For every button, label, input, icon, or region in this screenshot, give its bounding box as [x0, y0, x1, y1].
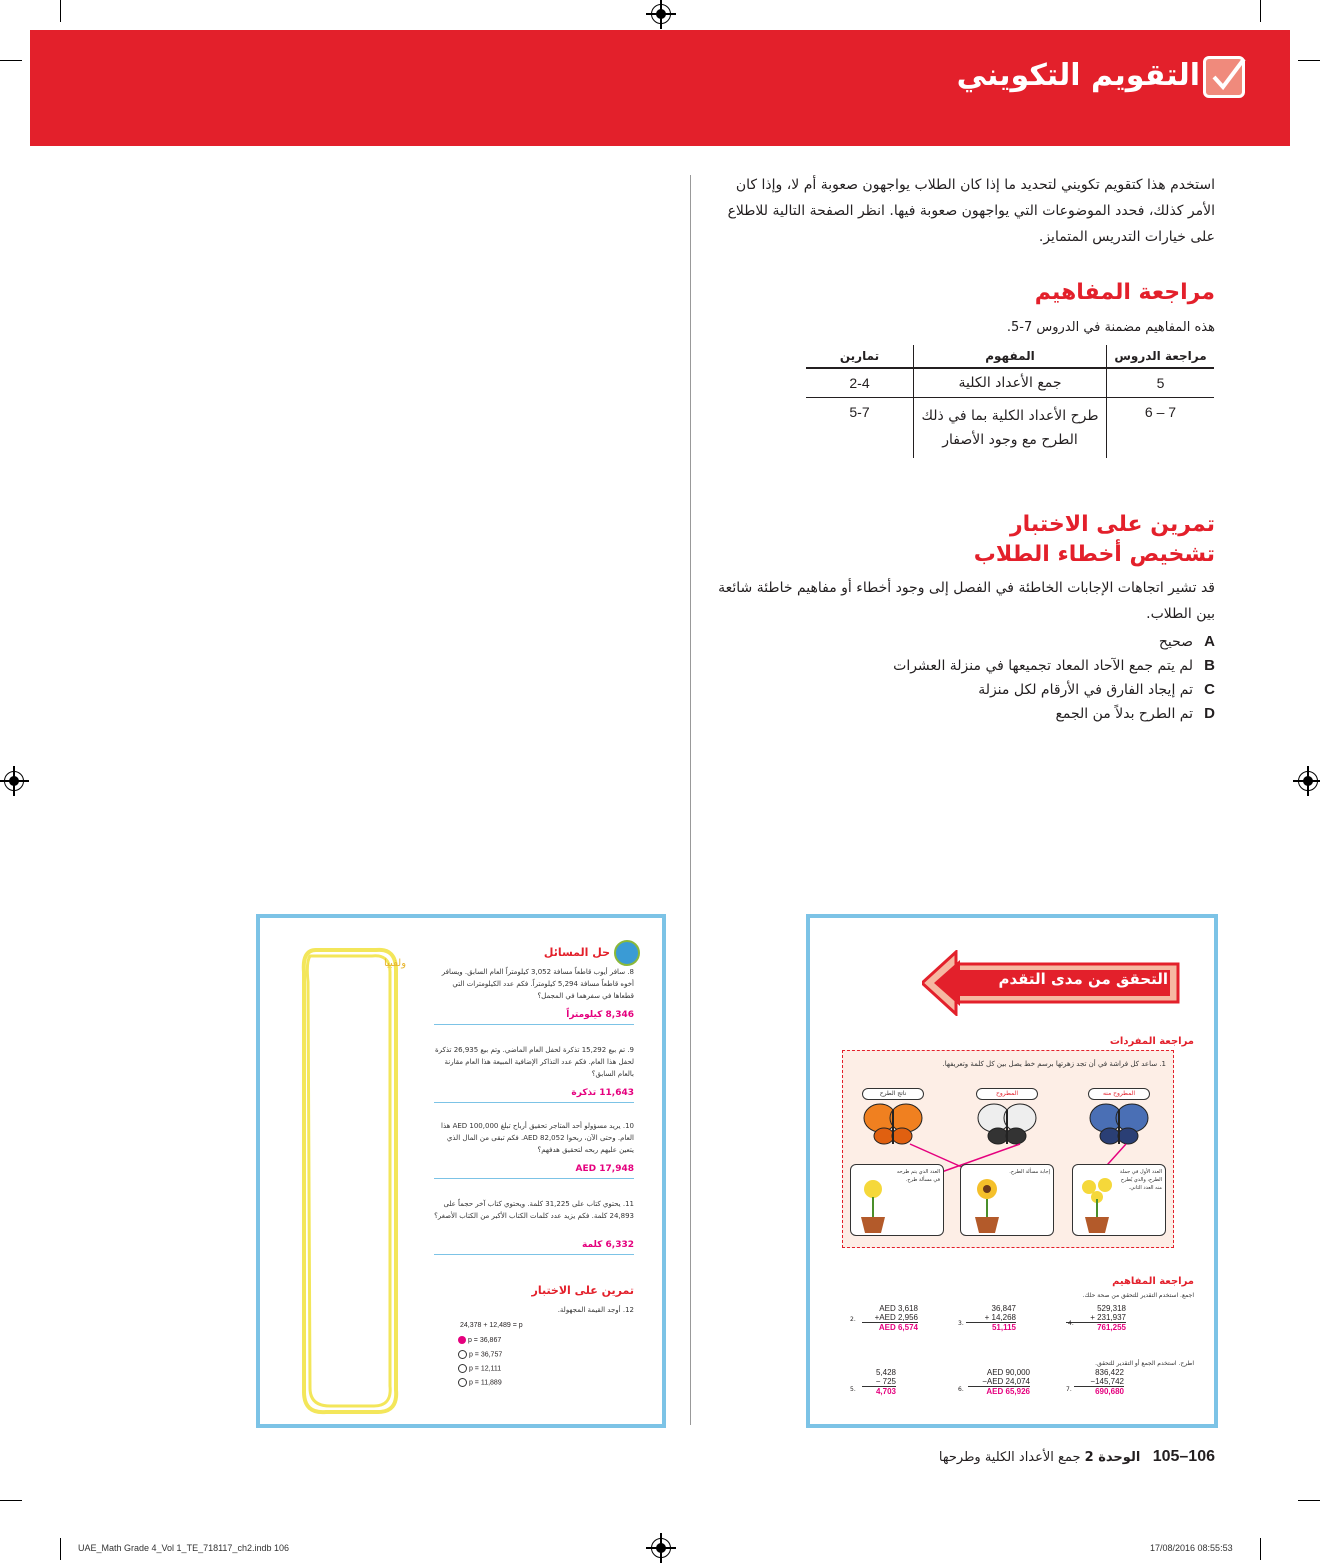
registration-mark-left — [4, 771, 24, 791]
problem-11-answer: 6,332 كلمة — [581, 1240, 634, 1250]
registration-mark-top — [651, 4, 671, 24]
answer-b: Bلم يتم جمع الآحاد المعاد تجميعها في منزلة العشرات — [893, 657, 1215, 674]
problem-4-number: 4. — [1068, 1320, 1074, 1327]
problem-3-number: 3. — [958, 1320, 964, 1327]
table-cell-concept: طرح الأعداد الكلية بما في ذلك الطرح مع وجود الأصفار — [914, 398, 1107, 459]
table-cell-exercises: 5-7 — [849, 404, 870, 420]
column-divider — [690, 175, 691, 1425]
butterfly-difference: ناتج الطرح — [862, 1088, 924, 1150]
page-title: التقويم التكويني — [956, 58, 1200, 93]
problem-7: 836,422 −145,742 690,680 — [1074, 1368, 1124, 1396]
butterfly-subtrahend: المطروح — [976, 1088, 1038, 1150]
concept-review-mini-heading: مراجعة المفاهيم — [1112, 1276, 1194, 1287]
option-c: p = 12,111 — [458, 1364, 501, 1373]
problem-solving-icon — [614, 940, 640, 966]
option-a: p = 36,867 — [458, 1336, 501, 1344]
problem-9-answer: 11,643 تذكرة — [571, 1088, 634, 1098]
table-cell-lesson: 5 — [1107, 368, 1215, 398]
concept-table — [806, 345, 1214, 458]
test-practice-paragraph: قد تشير اتجاهات الإجابات الخاطئة في الفصل إلى وجود أخطاء أو مفاهيم خاطئة شائعة بين الطلاب. — [718, 580, 1215, 622]
page-numbers: 105–106 — [1152, 1448, 1215, 1465]
table-header-concept: المفهوم — [914, 345, 1107, 368]
flower-card-minuend-def: العدد الأول في جملة الطرح، والذي يُطرح منه العدد الثاني. — [1072, 1164, 1166, 1236]
option-d: p = 11,889 — [458, 1378, 502, 1387]
registration-mark-bottom — [651, 1538, 671, 1558]
flower-card-subtrahend-def: العدد الذي يتم طرحه في مسألة طرح. — [850, 1164, 944, 1236]
vocab-instruction: 1. ساعد كل فراشة في أن تجد زهرتها برسم خط يصل بين كل كلمة وتعريفها. — [942, 1060, 1166, 1068]
problem-10-answer: AED 17,948 — [575, 1164, 634, 1174]
problem-4: 529,318 + 231,937 761,255 — [1066, 1304, 1126, 1332]
unit-title: جمع الأعداد الكلية وطرحها — [938, 1450, 1081, 1465]
problem-5-number: 5. — [850, 1386, 856, 1393]
sticky-note-outline — [296, 942, 406, 1422]
problem-11: 11. يحتوي كتاب على 31,225 كلمة. ويحتوي كتاب آخر حجماً على 24,893 كلمة. فكم يزيد عدد كلمات الكتاب الأكبر من الكتاب الأصغر؟ — [434, 1200, 634, 1220]
sticky-note-label: ولفبيا — [384, 958, 407, 969]
student-page-thumbnail-right — [806, 914, 1218, 1428]
problem-solving-heading: حل المسائل — [543, 946, 610, 959]
print-datetime: 17/08/2016 08:55:53 — [1150, 1543, 1233, 1553]
flower-card-difference-def: إجابة مسألة الطرح. — [960, 1164, 1054, 1236]
answer-c: Cتم إيجاد الفارق في الأرقام لكل منزلة — [978, 681, 1215, 698]
problem-8-answer: 8,346 كيلومتراً — [566, 1010, 634, 1020]
registration-mark-right — [1298, 771, 1318, 791]
butterfly-minuend: المطروح منه — [1088, 1088, 1150, 1150]
test-practice-mini-heading: تمرين على الاختبار — [531, 1284, 634, 1297]
problem-8: 8. سافر أيوب قاطعاً مسافة 3,052 كيلومتراً العام السابق. ويسافر أخوه قاطعاً مسافة 5,294 كيلومتراً. فكم عدد الكيلومترات التي قطعاها في سفرهما في المجمل؟ — [441, 968, 634, 1000]
vocab-review-heading: مراجعة المفردات — [1109, 1036, 1194, 1047]
problem-2: AED 3,618 +AED 2,956 AED 6,574 — [862, 1304, 918, 1332]
answer-d: Dتم الطرح بدلاً من الجمع — [1055, 705, 1215, 722]
test-practice-heading: تمرين على الاختبار — [1009, 512, 1215, 537]
problem-2-number: 2. — [850, 1316, 856, 1323]
problem-5: 5,428 − 725 4,703 — [862, 1368, 896, 1396]
add-instruction: اجمع. استخدم التقدير للتحقق من صحة حلك. — [1082, 1292, 1194, 1299]
problem-3: 36,847 + 14,268 51,115 — [966, 1304, 1016, 1332]
concept-review-subtitle: هذه المفاهيم مضمنة في الدروس 7-5. — [1006, 320, 1215, 335]
error-diagnosis-heading: تشخيص أخطاء الطلاب — [973, 542, 1215, 567]
intro-paragraph: استخدم هذا كتقويم تكويني لتحديد ما إذا كان الطلاب يواجهون صعوبة أم لا، وإذا كان الأمر كذلك، فحدد الموضوعات التي يواجهون صعوبة فيها. انظر الصفحة التالية للاطلاع على خيارات التدريس المتمايز. — [727, 177, 1215, 245]
table-header-lesson: مراجعة الدروس — [1107, 345, 1215, 368]
unit-label: الوحدة 2 — [1084, 1450, 1141, 1465]
table-cell-exercises: 2-4 — [806, 368, 914, 398]
table-header-exercises: تمارين — [806, 345, 914, 368]
concept-review-heading: مراجعة المفاهيم — [1034, 280, 1215, 305]
problem-6: AED 90,000 −AED 24,074 AED 65,926 — [968, 1368, 1030, 1396]
sub-instruction: اطرح. استخدم الجمع أو التقدير للتحقق. — [1095, 1360, 1194, 1367]
table-row — [806, 368, 1214, 398]
progress-check-title: التحقق من مدى التقدم — [998, 970, 1168, 988]
student-page-thumbnail-left — [256, 914, 666, 1428]
table-cell-lesson: 7 – 6 — [1144, 404, 1177, 420]
option-b: p = 36,757 — [458, 1350, 502, 1359]
checkmark-icon — [1203, 56, 1245, 98]
problem-7-number: 7. — [1066, 1386, 1072, 1393]
equation: 24,378 + 12,489 = p — [460, 1322, 523, 1329]
problem-10: 10. يريد مسؤولو أحد المتاجر تحقيق أرباح تبلغ AED 100,000 هذا العام. وحتى الآن، ربحوا AED 82,052. فكم تبقى من المال الذي يتعين عليهم ربحه لتحقيق هدفهم؟ — [441, 1122, 634, 1154]
page-footer — [939, 1448, 1215, 1466]
problem-9: 9. تم بيع 15,292 تذكرة لحفل العام الماضي. وتم بيع 26,935 تذكرة لحفل هذا العام. فكم عدد التذاكر الإضافية المبيعة هذا العام مقارنة بالعام السابق؟ — [434, 1046, 634, 1078]
table-row — [806, 398, 1214, 459]
problem-6-number: 6. — [958, 1386, 964, 1393]
print-file-info: UAE_Math Grade 4_Vol 1_TE_718117_ch2.indb 106 — [78, 1543, 289, 1553]
table-cell-concept: جمع الأعداد الكلية — [914, 368, 1107, 398]
problem-12: 12. أوجد القيمة المجهولة. — [557, 1306, 634, 1314]
answer-a: Aصحيح — [1158, 633, 1215, 650]
